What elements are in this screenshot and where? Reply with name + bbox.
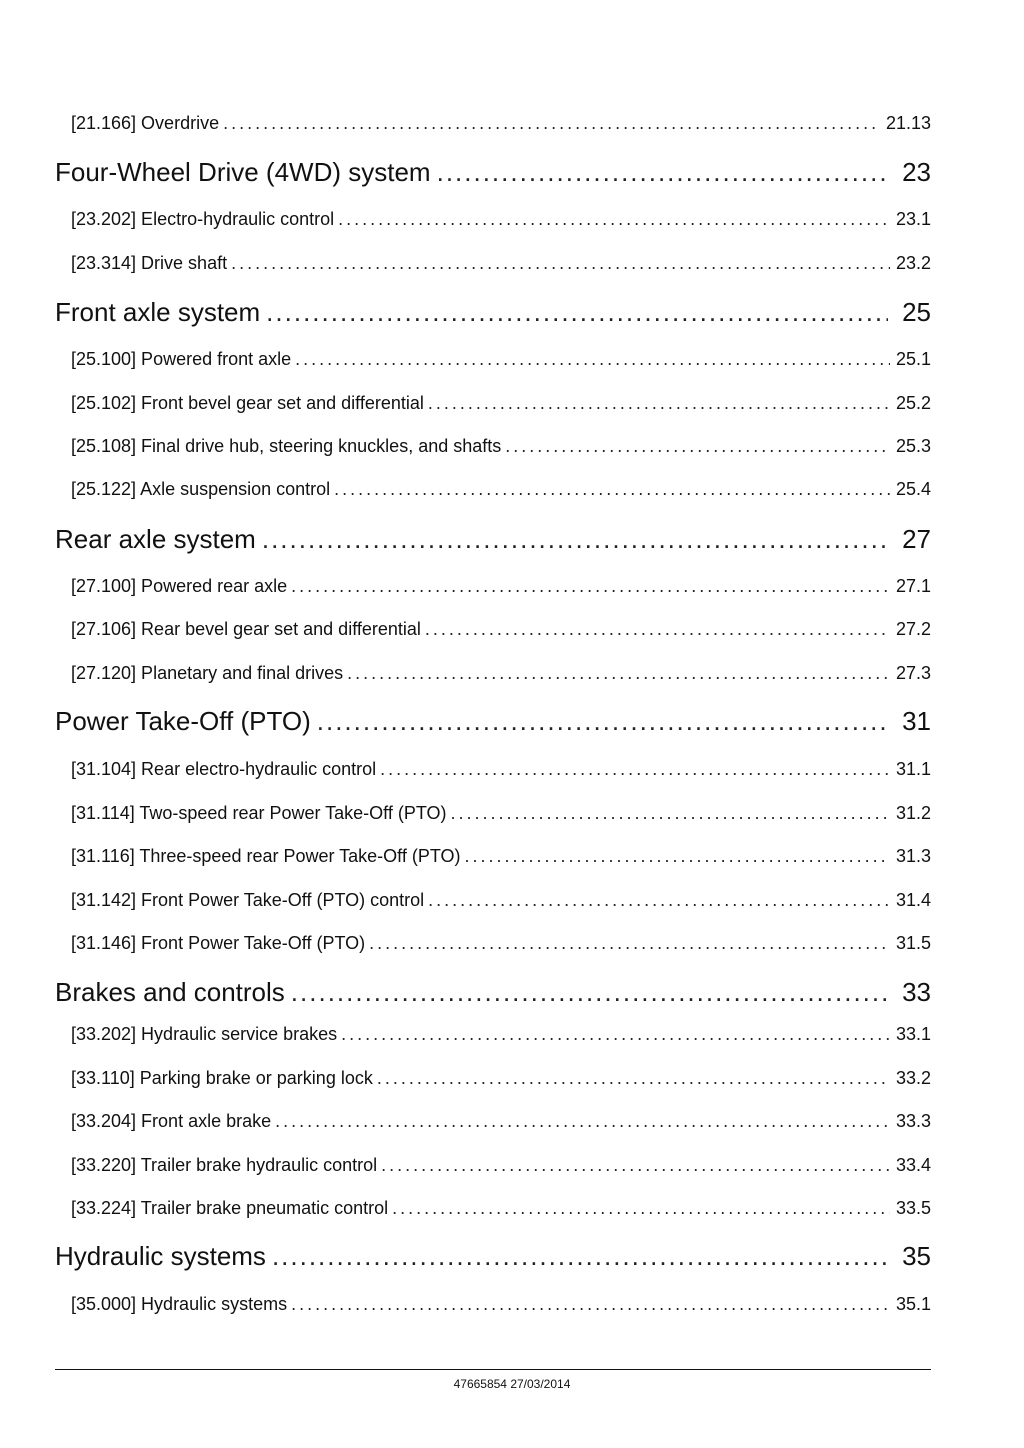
page-number: 31.3 — [895, 846, 931, 866]
page-number: 33.3 — [895, 1111, 931, 1131]
dot-leader — [295, 349, 890, 370]
page-number: 27.1 — [895, 576, 931, 596]
page-number: 33 — [902, 977, 931, 1007]
dot-leader — [272, 1241, 888, 1272]
page-number: 31.4 — [895, 890, 931, 910]
toc-entry-title: [23.202] Electro-hydraulic control — [71, 209, 335, 229]
page-number: 27 — [902, 524, 931, 554]
toc-entry — [55, 253, 931, 275]
dot-leader — [317, 706, 888, 737]
page-number: 23.1 — [895, 209, 931, 229]
toc-entry-title: [25.100] Powered front axle — [71, 349, 292, 369]
toc-entry — [55, 846, 931, 868]
toc-entry-title: [31.142] Front Power Take-Off (PTO) control — [71, 890, 425, 910]
toc-entry-title: [31.104] Rear electro-hydraulic control — [71, 759, 377, 779]
dot-leader — [291, 576, 890, 597]
dot-leader — [338, 209, 890, 230]
page-number: 35 — [902, 1241, 931, 1271]
footer-divider — [55, 1369, 931, 1370]
dot-leader — [341, 1024, 890, 1045]
dot-leader — [437, 157, 888, 188]
page-number: 33.4 — [895, 1155, 931, 1175]
page-number: 25.3 — [895, 436, 931, 456]
toc-entry-title: [33.204] Front axle brake — [71, 1111, 272, 1131]
dot-leader — [262, 524, 888, 555]
page-number: 27.2 — [895, 619, 931, 639]
dot-leader — [428, 393, 890, 414]
dot-leader — [377, 1068, 890, 1089]
dot-leader — [275, 1111, 890, 1132]
toc-entry — [55, 1155, 931, 1177]
dot-leader — [392, 1198, 890, 1219]
toc-entry-title: [27.106] Rear bevel gear set and differential — [71, 619, 421, 639]
toc-entry-title: [33.220] Trailer brake hydraulic control — [71, 1155, 378, 1175]
page-number: 27.3 — [895, 663, 931, 683]
page-number: 35.1 — [895, 1294, 931, 1314]
toc-entry-title: [27.100] Powered rear axle — [71, 576, 288, 596]
toc-entry-title: [25.102] Front bevel gear set and differential — [71, 393, 424, 413]
page-number: 33.1 — [895, 1024, 931, 1044]
toc-entry-title: [33.202] Hydraulic service brakes — [71, 1024, 338, 1044]
dot-leader — [451, 803, 890, 824]
dot-leader — [291, 1294, 890, 1315]
toc-entry-title: [27.120] Planetary and final drives — [71, 663, 344, 683]
toc-entry — [55, 209, 931, 231]
dot-leader — [380, 759, 890, 780]
toc-section — [55, 1241, 931, 1273]
toc-entry — [55, 759, 931, 781]
toc-entry-title: [33.110] Parking brake or parking lock — [71, 1068, 373, 1088]
page-number: 33.2 — [895, 1068, 931, 1088]
toc-entry-title: [25.108] Final drive hub, steering knuckles, and shafts — [71, 436, 502, 456]
toc-section — [55, 157, 931, 189]
dot-leader — [425, 619, 890, 640]
toc-entry — [55, 576, 931, 598]
toc-entry — [55, 479, 931, 501]
dot-leader — [369, 933, 890, 954]
page-number: 23.2 — [895, 253, 931, 273]
page-number: 25.4 — [895, 479, 931, 499]
dot-leader — [428, 890, 890, 911]
dot-leader — [334, 479, 890, 500]
toc-section-title: Rear axle system — [55, 524, 256, 554]
toc-entry-title: [33.224] Trailer brake pneumatic control — [71, 1198, 389, 1218]
toc-entry-title: [25.122] Axle suspension control — [71, 479, 331, 499]
page-number: 25.2 — [895, 393, 931, 413]
toc-entry-title: [23.314] Drive shaft — [71, 253, 228, 273]
page-number: 31.1 — [895, 759, 931, 779]
toc-section — [55, 524, 931, 556]
dot-leader — [291, 977, 888, 1008]
dot-leader — [231, 253, 890, 274]
toc-entry — [55, 933, 931, 955]
page-number: 33.5 — [895, 1198, 931, 1218]
toc-section-title: Front axle system — [55, 297, 261, 327]
toc-entry-title: [21.166] Overdrive — [71, 113, 220, 133]
page-number: 25.1 — [895, 349, 931, 369]
page-number: 31 — [902, 706, 931, 736]
toc-entry — [55, 663, 931, 685]
toc-entry — [55, 1024, 931, 1046]
page-number: 31.5 — [895, 933, 931, 953]
dot-leader — [465, 846, 890, 867]
page-number: 23 — [902, 157, 931, 187]
page-number: 31.2 — [895, 803, 931, 823]
toc-entry — [55, 803, 931, 825]
toc-entry-title: [31.114] Two-speed rear Power Take-Off (PTO) — [71, 803, 447, 823]
toc-entry — [55, 1294, 931, 1316]
page-number: 25 — [902, 297, 931, 327]
toc-section-title: Four-Wheel Drive (4WD) system — [55, 157, 431, 187]
footer-document-id: 47665854 27/03/2014 — [453, 1377, 571, 1391]
toc-entry — [55, 393, 931, 415]
toc-entry — [55, 349, 931, 371]
dot-leader — [266, 297, 888, 328]
toc-section-title: Hydraulic systems — [55, 1241, 266, 1271]
toc-entry — [55, 1068, 931, 1090]
toc-entry — [55, 436, 931, 458]
toc-entry-title: [31.146] Front Power Take-Off (PTO) — [71, 933, 366, 953]
toc-entry-title: [31.116] Three-speed rear Power Take-Off (PTO) — [71, 846, 461, 866]
toc-entry — [55, 113, 931, 135]
toc-entry — [55, 619, 931, 641]
toc-section — [55, 706, 931, 738]
dot-leader — [505, 436, 890, 457]
toc-section — [55, 297, 931, 329]
toc-entry — [55, 1198, 931, 1220]
toc-section-title: Power Take-Off (PTO) — [55, 706, 311, 736]
toc-section-title: Brakes and controls — [55, 977, 285, 1007]
dot-leader — [223, 113, 880, 134]
toc-section — [55, 977, 931, 1009]
dot-leader — [381, 1155, 890, 1176]
toc-entry — [55, 890, 931, 912]
toc-entry-title: [35.000] Hydraulic systems — [71, 1294, 288, 1314]
toc-entry — [55, 1111, 931, 1133]
dot-leader — [347, 663, 890, 684]
page-number: 21.13 — [885, 113, 931, 133]
